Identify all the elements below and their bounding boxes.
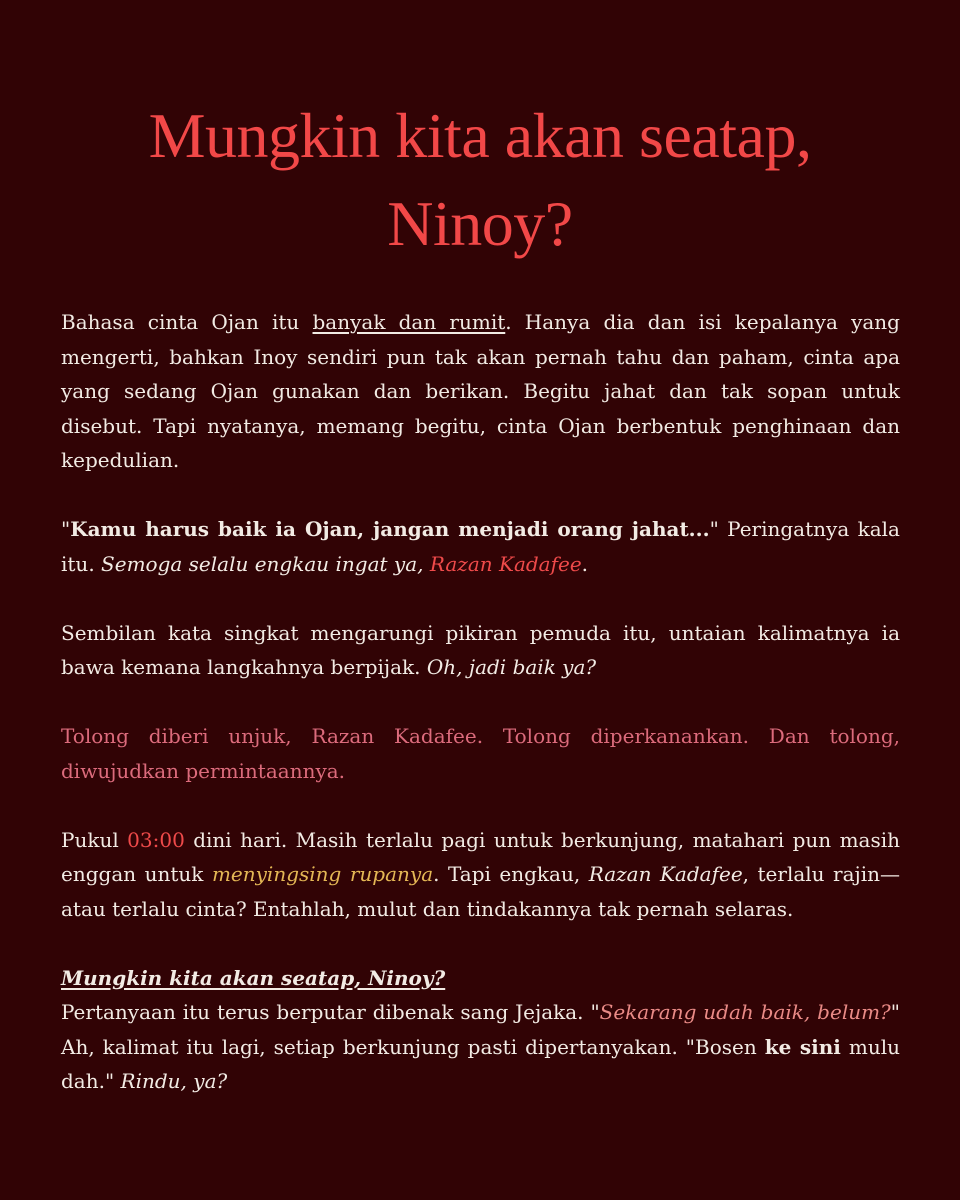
p6-bold-phrase: ke sini bbox=[764, 1034, 841, 1059]
p2-bold-quote: Kamu harus baik ia Ojan, jangan menjadi orang jahat... bbox=[70, 517, 710, 541]
p6-text-a: Pertanyaan itu terus berputar dibenak sang Jejaka. " bbox=[61, 1000, 600, 1024]
p5-gold-italic-phrase: menyingsing rupanya bbox=[211, 862, 434, 886]
p6-text-c: mulu dah." bbox=[61, 1034, 901, 1093]
paragraph-1 bbox=[61, 305, 900, 478]
p5-text-a: Pukul bbox=[61, 827, 128, 852]
p3-text-a: Sembilan kata singkat mengarungi pikiran pemuda itu, untaian kalimatnya ia bawa kemana langkahnya berpijak. bbox=[61, 620, 900, 679]
p6-italic-phrase: Rindu, ya? bbox=[120, 1069, 228, 1093]
section-heading: Mungkin kita akan seatap, Ninoy? bbox=[61, 965, 446, 990]
p5-text-d: , terlalu rajin—atau terlalu cinta? Entahlah, mulut dan tindakannya tak pernah selaras. bbox=[61, 862, 901, 921]
paragraph-3 bbox=[61, 616, 900, 685]
title-line-2: Ninoy? bbox=[387, 188, 573, 259]
p6-rose-italic-phrase: Sekarang udah baik, belum? bbox=[599, 1000, 891, 1024]
paragraph-5 bbox=[61, 823, 900, 927]
title-line-1: Mungkin kita akan seatap, bbox=[148, 100, 812, 171]
story-body bbox=[61, 305, 900, 1099]
p2-text-a: " Peringatnya kala itu. bbox=[61, 517, 900, 576]
page-title bbox=[40, 92, 920, 268]
p1-underlined-phrase: banyak dan rumit bbox=[312, 310, 506, 334]
paragraph-2 bbox=[61, 512, 900, 581]
p1-text-a: Bahasa cinta Ojan itu bbox=[61, 310, 313, 334]
p5-time: 03:00 bbox=[127, 827, 185, 852]
p3-italic-phrase: Oh, jadi baik ya? bbox=[426, 655, 597, 679]
p6-text-b: " Ah, kalimat itu lagi, setiap berkunjung pasti dipertanyakan. "Bosen bbox=[61, 1000, 900, 1059]
paragraph-4 bbox=[61, 719, 900, 788]
p2-text-b: . bbox=[581, 551, 589, 576]
paragraph-6 bbox=[61, 961, 900, 1099]
p2-name-highlight: Razan Kadafee bbox=[429, 551, 582, 576]
p2-italic-phrase: Semoga selalu engkau ingat ya, bbox=[101, 551, 430, 576]
p2-open-quote: " bbox=[61, 517, 71, 541]
p5-text-b: dini hari. Masih terlalu pagi untuk berkunjung, matahari pun masih enggan untuk bbox=[61, 827, 901, 886]
p1-text-b: . Hanya dia dan isi kepalanya yang mengerti, bahkan Inoy sendiri pun tak akan pernah tahu dan paham, cinta apa yang sedang Ojan gunakan dan berikan. Begitu jahat dan tak sopan untuk disebut. Tapi nyatanya, memang begitu, cinta Ojan berbentuk penghinaan dan kepedulian. bbox=[61, 310, 900, 472]
p5-text-c: . Tapi engkau, bbox=[433, 862, 589, 886]
p4-text: Tolong diberi unjuk, Razan Kadafee. Tolong diperkanankan. Dan tolong, diwujudkan permintaannya. bbox=[61, 724, 900, 783]
p5-italic-name: Razan Kadafee bbox=[588, 862, 743, 886]
